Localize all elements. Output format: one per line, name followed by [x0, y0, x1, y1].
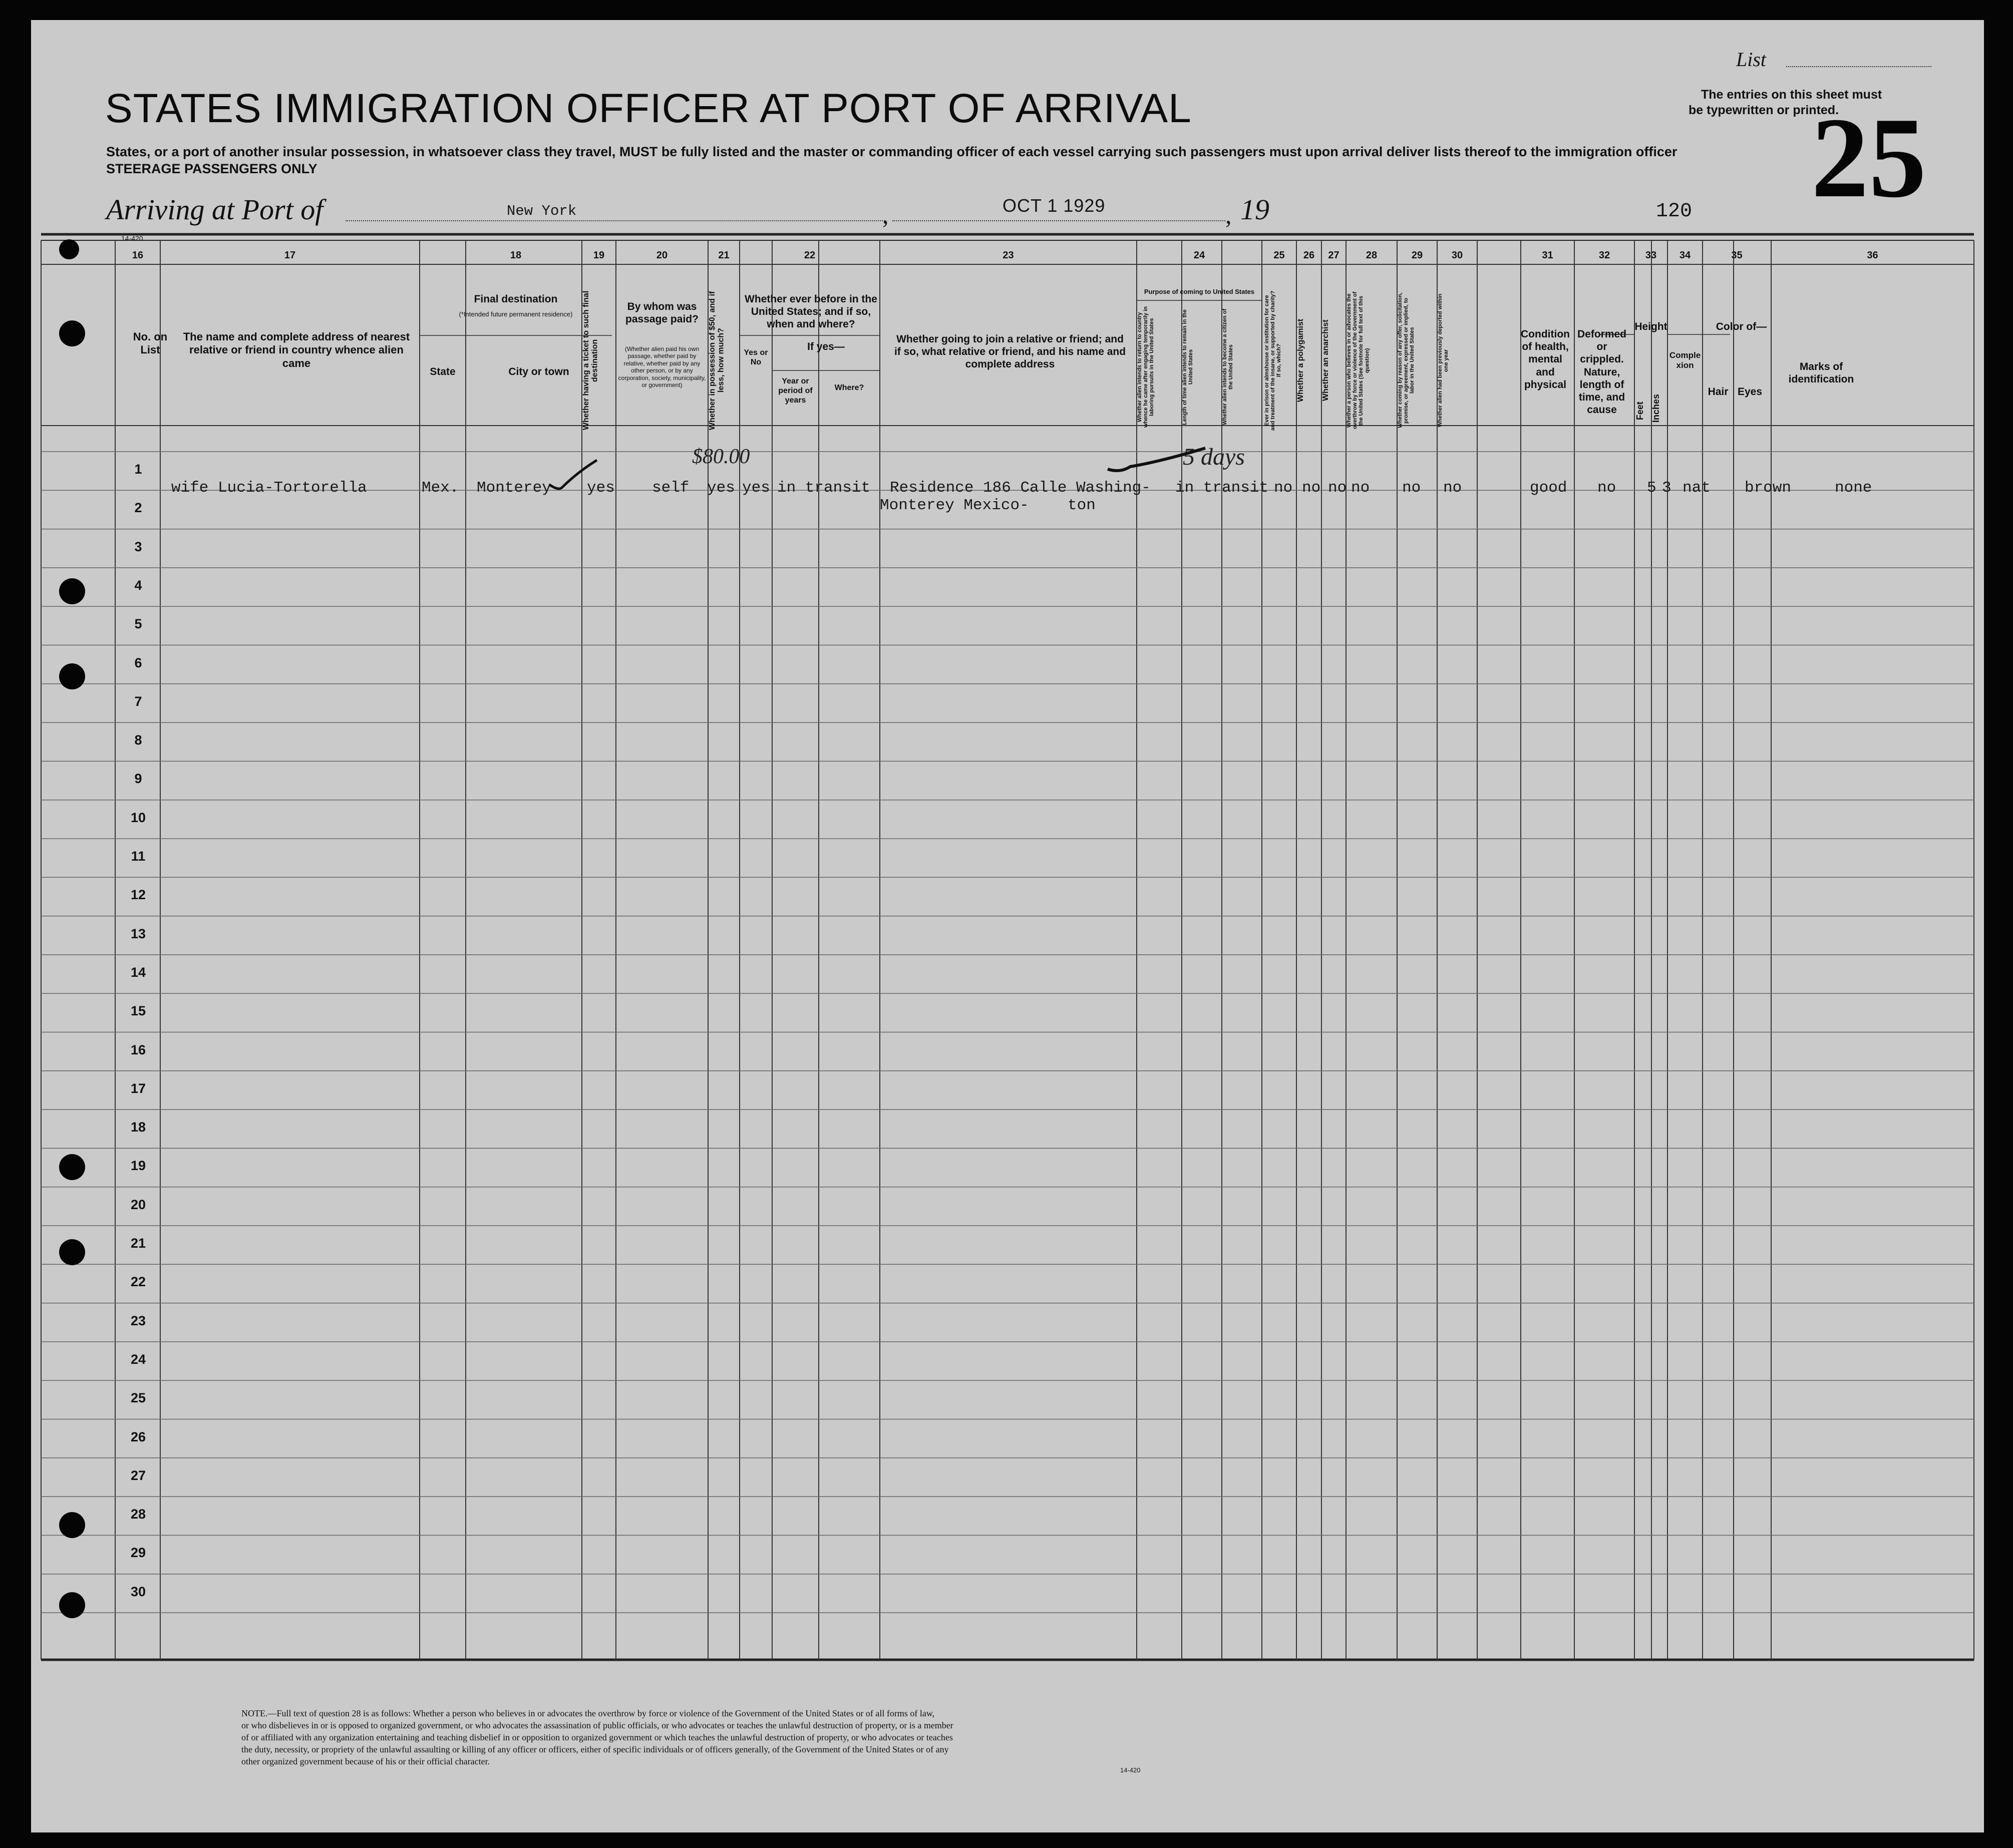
footnote-line-3: of or affiliated with any organization entertaining and teaching disbelief in or opposition to organized government or which teaches the unlawful destruction of property, or who advocates or teaches — [241, 1732, 953, 1742]
column-number: 26 — [1303, 250, 1315, 261]
port-value: New York — [507, 203, 577, 219]
entry-money-handwritten: $80.00 — [692, 445, 750, 468]
entry-paid-by: self — [652, 479, 690, 497]
header-joining: Whether going to join a relative or friend; and if so, what relative or friend, and his name and complete address — [894, 333, 1126, 371]
row-number: 20 — [130, 1197, 146, 1212]
row-number: 28 — [130, 1507, 146, 1522]
row-number: 23 — [130, 1313, 146, 1328]
column-number: 27 — [1328, 250, 1339, 261]
typewritten-note-1: The entries on this sheet must — [1701, 88, 1882, 102]
list-field-line — [1786, 66, 1931, 67]
row-number: 11 — [131, 849, 146, 864]
header-where: Where? — [834, 384, 864, 392]
row-number: 29 — [130, 1545, 146, 1561]
comma-2: , — [1225, 201, 1232, 229]
entry-purpose-handwritten: 5 days — [1183, 444, 1245, 470]
header-final-destination: Final destination — [474, 293, 558, 305]
header-polygamist: Whether a polygamist — [1296, 318, 1305, 403]
header-q30: Whether alien had been previously deported within one year — [1437, 293, 1450, 428]
entry-complexion: nat — [1683, 479, 1711, 497]
entry-q30: no — [1443, 479, 1462, 497]
instruction-line-1: States, or a port of another insular possession, in whatsoever class they travel, MUST be fully listed and the master or commanding officer of each vessel carrying such passengers must upon arrival deliver lists thereof to the immigration officer — [106, 144, 1678, 159]
column-number: 19 — [593, 250, 605, 261]
binder-hole — [59, 1512, 85, 1538]
header-money: Whether in possession of $50, and if less, how much? — [708, 291, 726, 430]
port-field-line — [346, 220, 886, 221]
entry-deformed: no — [1597, 479, 1616, 497]
header-ticket: Whether having a ticket to such final destination — [582, 290, 599, 431]
arriving-label: Arriving at Port of — [106, 193, 323, 226]
entry-feet: 5 — [1647, 479, 1656, 497]
header-no-on-list: No. on List — [133, 330, 168, 356]
row-number: 2 — [134, 500, 142, 516]
header-color-of: Color of— — [1716, 321, 1767, 332]
row-number: 18 — [130, 1120, 146, 1135]
column-number: 16 — [132, 250, 144, 261]
row-number: 10 — [130, 810, 146, 825]
row-number: 26 — [130, 1429, 146, 1444]
footnote-line-1: NOTE.—Full text of question 28 is as follows: Whether a person who believes in or advocates the overthrow by force or violence of the Government of the United States or of all forms of law, — [241, 1708, 935, 1718]
header-purpose-length: Length of time alien intends to remain in the United States — [1182, 309, 1194, 425]
column-number: 23 — [1002, 250, 1014, 261]
column-number: 32 — [1598, 250, 1610, 261]
list-label: List — [1736, 48, 1767, 71]
header-purpose-return: Whether alien intends to return to country whence he came after engaging temporarily in laboring pursuits in the United States — [1137, 306, 1155, 428]
header-inches: Inches — [1651, 394, 1661, 423]
binder-hole — [59, 1239, 85, 1265]
header-deformed: Deformed or crippled. Nature, length of time, and cause — [1577, 328, 1627, 416]
footnote-line-4: the duty, necessity, or propriety of the unlawful assaulting or killing of any officer or officers, either of specific individuals or of officers generally, of the Government of the United States or of any — [241, 1744, 949, 1754]
row-number: 12 — [130, 887, 146, 903]
header-height: Height — [1634, 321, 1667, 332]
sheet-number: 25 — [1811, 94, 1926, 221]
row-number: 24 — [130, 1351, 146, 1367]
entry-q29: no — [1402, 479, 1421, 497]
table-grid — [31, 20, 1984, 1832]
entry-health: good — [1530, 479, 1567, 497]
column-number: 35 — [1731, 250, 1743, 261]
footnote-line-2: or who disbelieves in or is opposed to organized government, or who advocates the assassination of public officials, or who advocates or teaches the unlawful destruction of property, or is a member — [241, 1720, 953, 1730]
header-complexion: Complexion — [1669, 350, 1701, 371]
entry-inches: 3 — [1662, 479, 1671, 497]
date-field-line — [892, 220, 1225, 221]
entry-purpose: in transit — [1175, 479, 1269, 497]
row-number: 15 — [130, 1003, 146, 1019]
row-number: 1 — [134, 462, 142, 477]
column-number: 24 — [1193, 250, 1205, 261]
column-number: 20 — [656, 250, 668, 261]
column-number: 25 — [1273, 250, 1285, 261]
entry-joining-1: Residence 186 Calle Washing- — [890, 479, 1151, 497]
entry-polygamist: no — [1302, 479, 1321, 497]
form-code-bottom: 14-420 — [1120, 1766, 1141, 1774]
row-number: 14 — [130, 964, 146, 980]
column-number: 29 — [1411, 250, 1423, 261]
binder-hole — [59, 578, 85, 604]
entry-marks: none — [1835, 479, 1872, 497]
header-final-destination-note: (*Intended future permanent residence) — [459, 310, 573, 318]
entry-prison: no — [1274, 479, 1293, 497]
row-number: 16 — [130, 1042, 146, 1057]
header-state: State — [430, 366, 456, 378]
header-prison: Ever in prison or almshouse or institution for care and treatment of the insane, or supported by charity? If so, which? — [1264, 290, 1282, 431]
entry-before-in-us: yes — [742, 479, 770, 497]
typewritten-note-2: be typewritten or printed. — [1689, 103, 1839, 117]
row-number: 13 — [130, 926, 146, 941]
year-prefix: 19 — [1240, 193, 1269, 226]
header-anarchist: Whether an anarchist — [1321, 319, 1330, 402]
header-marks: Marks of identification — [1788, 361, 1854, 386]
binder-hole — [59, 1154, 85, 1180]
column-number: 30 — [1451, 250, 1463, 261]
entry-ticket: yes — [587, 479, 615, 497]
column-number: 18 — [510, 250, 522, 261]
form-code-top: 14-420 — [121, 234, 143, 242]
header-q28: Whether a person who believes in or advocates the overthrow by force or violence of the Government of the United States (See footnote for full text of this question) — [1346, 291, 1371, 430]
header-yes-or-no: Yes or No — [744, 348, 768, 367]
number-value: 120 — [1656, 200, 1693, 223]
column-number: 17 — [284, 250, 296, 261]
header-hair: Hair — [1708, 386, 1729, 398]
column-number: 31 — [1542, 250, 1553, 261]
row-number: 6 — [134, 655, 142, 670]
column-number: 28 — [1366, 250, 1378, 261]
entry-relative: wife Lucia-Tortorella — [171, 479, 367, 497]
column-number: 22 — [804, 250, 816, 261]
date-stamp: OCT 1 1929 — [1002, 195, 1106, 216]
entry-money: yes — [707, 479, 735, 497]
binder-hole — [59, 320, 85, 346]
entry-q28: no — [1351, 479, 1370, 497]
row-number: 9 — [134, 771, 142, 787]
row-number: 25 — [130, 1390, 146, 1406]
row-number: 22 — [130, 1274, 146, 1290]
header-if-yes: If yes— — [807, 341, 845, 352]
entry-city: Monterey — [477, 479, 551, 497]
header-relative-address: The name and complete address of nearest relative or friend in country whence alien came — [183, 330, 410, 369]
row-number: 5 — [134, 616, 142, 632]
manifest-sheet — [31, 20, 1984, 1832]
row-number: 21 — [130, 1236, 146, 1251]
page-title: STATES IMMIGRATION OFFICER AT PORT OF ARRIVAL — [105, 86, 1192, 131]
column-number: 36 — [1867, 250, 1878, 261]
row-number: 3 — [134, 539, 142, 554]
header-purpose-citizen: Whether alien intends to become a citizen of the United States — [1222, 308, 1234, 426]
footnote-line-5: other organized government because of his or their official character. — [241, 1756, 490, 1766]
binder-hole — [59, 663, 85, 689]
entry-anarchist: no — [1328, 479, 1347, 497]
header-passage-paid: By whom was passage paid? — [625, 301, 699, 325]
entry-hair-eyes: brown — [1745, 479, 1792, 497]
entry-joining-3: ton — [1068, 497, 1096, 514]
header-city: City or town — [508, 366, 569, 378]
header-health: Condition of health, mental and physical — [1521, 328, 1570, 391]
row-number: 17 — [130, 1080, 146, 1096]
row-number: 8 — [134, 732, 142, 748]
column-number: 33 — [1645, 250, 1657, 261]
entry-before-where: in transit — [777, 479, 871, 497]
header-q29: Whether coming by reason of any offer, solicitation, promise, or agreement, expressed or implied, to labor in the United States — [1397, 292, 1416, 429]
instruction-line-2: STEERAGE PASSENGERS ONLY — [106, 161, 317, 176]
comma-1: , — [882, 201, 889, 229]
row-number: 19 — [130, 1158, 146, 1174]
column-number: 21 — [718, 250, 730, 261]
entry-joining-2: Monterey Mexico- — [880, 497, 1029, 514]
header-year: Year or period of years — [778, 377, 813, 405]
binder-hole — [59, 1592, 85, 1618]
header-passage-note: (Whether alien paid his own passage, whether paid by relative, whether paid by any other person, or by any corporation, society, municipality, or government) — [618, 345, 706, 389]
row-number: 30 — [130, 1584, 146, 1599]
binder-hole — [59, 239, 79, 259]
header-before-in-us: Whether ever before in the United States; and if so, when and where? — [745, 293, 877, 330]
row-number: 4 — [134, 577, 142, 593]
header-purpose: Purpose of coming to United States — [1144, 288, 1255, 295]
row-number: 7 — [134, 693, 142, 709]
header-eyes: Eyes — [1737, 386, 1763, 398]
header-feet: Feet — [1635, 401, 1645, 420]
entry-state: Mex. — [422, 479, 459, 497]
column-number: 34 — [1679, 250, 1691, 261]
row-number: 27 — [130, 1467, 146, 1483]
